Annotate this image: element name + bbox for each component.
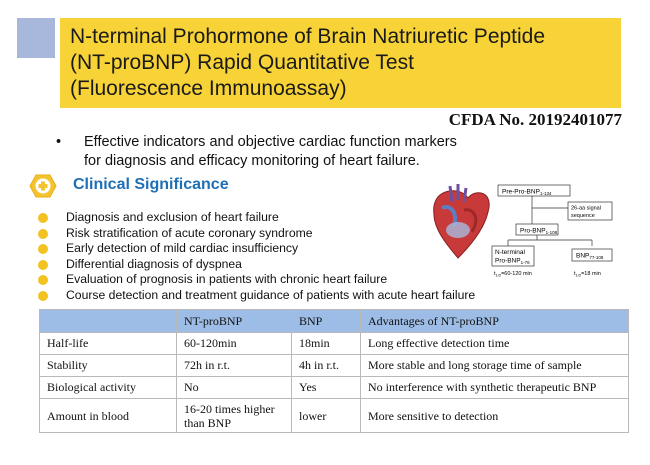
signal-sequence-label: sequence [571,213,595,219]
table-cell: Stability [40,355,177,377]
bullet-dot [38,275,48,285]
title-line: N-terminal Prohormone of Brain Natriuretic Peptide [70,25,546,48]
table-header-row [40,310,629,333]
flow-diagram [492,185,612,278]
nt-pro-bnp-label: N-terminal [495,249,525,256]
section-heading: Clinical Significance [73,176,229,193]
bnp-half-life: $t_{1/2}=18$ min [574,271,601,278]
table-cell: Amount in blood [40,399,177,433]
medical-cross-icon [26,173,60,199]
bullet-symbol: • [56,134,62,150]
cell-line: 16-20 times higher [184,401,275,416]
list-item: Evaluation of prognosis in patients with chronic heart failure [38,272,475,288]
table-cell: More sensitive to detection [361,399,629,433]
nt-pro-bnp-label: Pro-$BNP_{1-76}$ [495,257,530,265]
table-row [40,377,629,399]
bullet-dot [38,213,48,223]
table-cell: lower [292,399,361,433]
clinical-list [38,210,475,304]
table-cell: Yes [292,377,361,399]
table-header [40,310,177,333]
comparison-table [39,309,629,433]
table-cell: Long effective detection time [361,333,629,355]
bnp-pathway-diagram [428,182,624,282]
bnp-label: $BNP_{77-108}$ [576,252,604,260]
table-cell [177,399,292,433]
pre-pro-bnp-label: Pre-$Pro-BNP_{1-134}$ [502,188,552,196]
list-item: Differential diagnosis of dyspnea [38,257,475,273]
table-row [40,399,629,433]
bullet-dot [38,244,48,254]
table-cell: Half-life [40,333,177,355]
table-cell: 4h in r.t. [292,355,361,377]
table-header: BNP [292,310,361,333]
nt-half-life: $t_{1/2}=60-120$ min [494,271,532,278]
title-banner [60,18,621,108]
list-item: Early detection of mild cardiac insufficiency [38,241,475,257]
title-line: (Fluorescence Immunoassay) [70,77,347,100]
table-header: Advantages of NT-proBNP [361,310,629,333]
table-row [40,333,629,355]
list-item: Risk stratification of acute coronary syndrome [38,226,475,242]
heart-illustration [434,184,490,258]
list-item: Course detection and treatment guidance of patients with acute heart failure [38,288,475,304]
table-cell: Biological activity [40,377,177,399]
title-line: (NT-proBNP) Rapid Quantitative Test [70,51,414,74]
table-cell: 72h in r.t. [177,355,292,377]
bullet-line: for diagnosis and efficacy monitoring of heart failure. [84,153,420,169]
bullet-line: Effective indicators and objective cardiac function markers [84,134,457,150]
bullet-dot [38,291,48,301]
table-row [40,355,629,377]
page-title [70,24,613,102]
table-cell: 18min [292,333,361,355]
cfda-number: CFDA No. 20192401077 [448,110,622,129]
accent-square [17,18,55,58]
table-cell: 60-120min [177,333,292,355]
table-header: NT-proBNP [177,310,292,333]
signal-sequence-label: 26-aa signal [571,205,601,212]
pro-bnp-label: Pro-$BNP_{1-108}$ [520,227,558,235]
bullet-dot [38,260,48,270]
cell-line: than BNP [184,415,232,430]
table-cell: More stable and long storage time of sample [361,355,629,377]
list-item: Diagnosis and exclusion of heart failure [38,210,475,226]
bullet-dot [38,229,48,239]
table-cell: No interference with synthetic therapeutic BNP [361,377,629,399]
table-cell: No [177,377,292,399]
